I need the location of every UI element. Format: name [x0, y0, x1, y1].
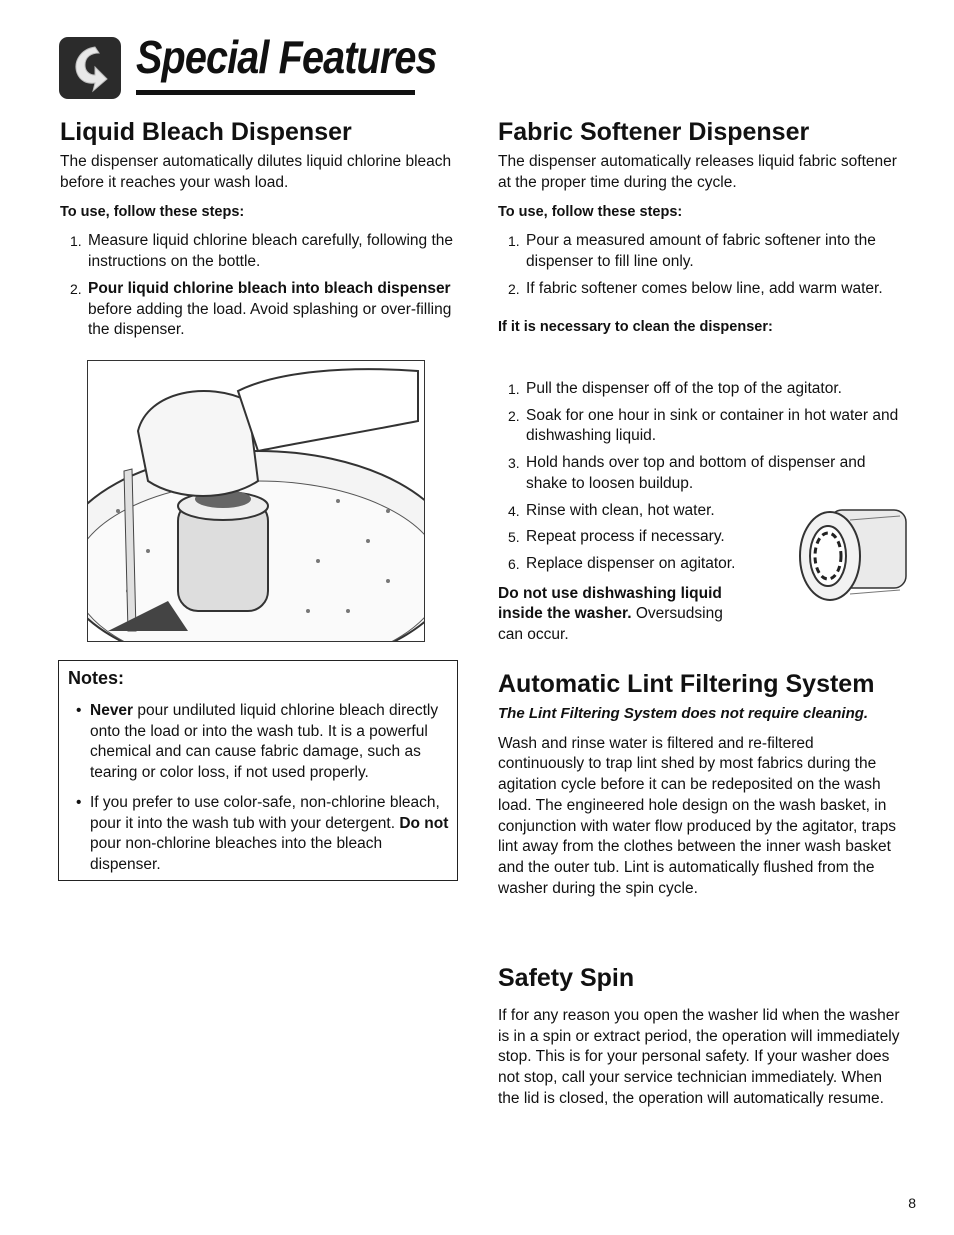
list-item: 5. Repeat process if necessary. — [508, 528, 725, 546]
page-number: 8 — [908, 1195, 916, 1211]
spin-heading: Safety Spin — [498, 964, 635, 992]
list-item: 1. Measure liquid chlorine bleach carefully, following the instructions on the bottle. — [70, 232, 454, 271]
bleach-steps-label: To use, follow these steps: — [60, 204, 245, 221]
lint-subhead: The Lint Filtering System does not require cleaning. — [498, 705, 869, 722]
dishwashing-warning: Do not use dishwashing liquid inside the washer. Oversudsing can occur. — [498, 584, 723, 644]
page-title: Special Features — [136, 31, 437, 83]
spin-section — [498, 963, 900, 1110]
softener-section — [498, 117, 900, 337]
bleach-heading: Liquid Bleach Dispenser — [60, 118, 352, 146]
washer-tub-drawing — [88, 361, 424, 641]
lint-body: Wash and rinse water is filtered and re-filtered continuously to trap lint shed by most fabrics during the agitation cycle before it can be redeposited on the wash load. The engineered hole design on the wash basket, in conjunction with water flow produced by the agitator, traps lint away from the clothes between the inner wash basket and the outer tub. Lint is automatically flushed from the washer during the spin cycle. — [498, 734, 897, 897]
bleach-section — [60, 117, 460, 341]
list-item: 1. Pour a measured amount of fabric softener into the dispenser to fill line only. — [508, 232, 876, 271]
spin-body: If for any reason you open the washer lid when the washer is in a spin or extract period, the operation will immediately stop. This is for your personal safety. If your washer does not stop, call your service technician immediately. When the lid is closed, the operation will automatically resume. — [498, 1007, 900, 1107]
softener-heading: Fabric Softener Dispenser — [498, 118, 810, 146]
bleach-pouring-illustration — [87, 360, 425, 642]
lint-heading: Automatic Lint Filtering System — [498, 670, 875, 698]
list-item: • Never pour undiluted liquid chlorine bleach directly onto the load or into the wash tub. It is a powerful chemical and can cause fabric damage, such as tearing or color loss, if not used properly. — [76, 702, 439, 782]
list-item: • If you prefer to use color-safe, non-chlorine bleach, pour it into the wash tub with your detergent. Do not pour non-chlorine bleaches into the bleach dispenser. — [76, 793, 449, 873]
notes-title: Notes: — [68, 668, 125, 688]
softener-steps — [498, 231, 900, 299]
notes-box — [58, 660, 458, 881]
list-item: 6. Replace dispenser on agitator. — [508, 554, 736, 572]
bleach-steps — [60, 231, 460, 341]
softener-steps-label: To use, follow these steps: — [498, 204, 683, 221]
softener-intro: The dispenser automatically releases liquid fabric softener at the proper time during the cycle. — [498, 153, 897, 191]
clean-label: If it is necessary to clean the dispenser: — [498, 318, 773, 335]
lint-section — [498, 669, 900, 899]
list-item: 2. Soak for one hour in sink or container in hot water and dishwashing liquid. — [508, 406, 899, 445]
dispenser-illustration — [790, 498, 912, 610]
curved-arrow-icon — [59, 37, 121, 99]
dispenser-drawing — [790, 498, 912, 610]
bleach-intro: The dispenser automatically dilutes liquid chlorine bleach before it reaches your wash load. — [60, 153, 452, 191]
list-item: 1. Pull the dispenser off of the top of the agitator. — [508, 380, 842, 397]
list-item: 2. If fabric softener comes below line, add warm water. — [508, 279, 883, 297]
list-item: 2. Pour liquid chlorine bleach into bleach dispenser before adding the load. Avoid splashing or over-filling the dispenser. — [70, 279, 452, 339]
list-item: 4. Rinse with clean, hot water. — [508, 501, 715, 519]
section-logo — [59, 37, 121, 99]
title-underline — [136, 90, 415, 95]
list-item: 3. Hold hands over top and bottom of dispenser and shake to loosen buildup. — [508, 454, 866, 492]
